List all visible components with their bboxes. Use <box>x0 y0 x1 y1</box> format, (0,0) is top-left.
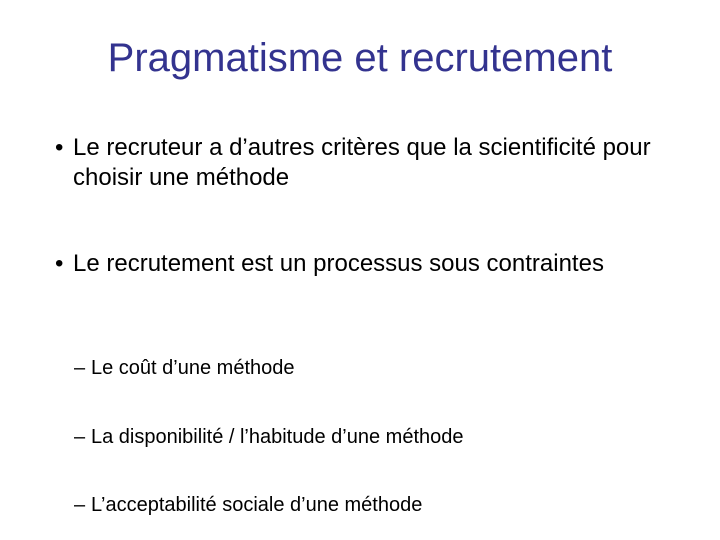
bullet-dot: • <box>55 250 64 277</box>
sub-bullet-text: Le coût d’une méthode <box>91 357 295 379</box>
bullet-text: Le recrutement est un processus sous contraintes <box>73 250 604 277</box>
sub-bullet-dash: – <box>74 494 86 516</box>
bullet-item <box>55 249 655 279</box>
sub-bullet-item <box>74 492 634 518</box>
sub-bullet-dash: – <box>74 426 86 448</box>
sub-bullet-item <box>74 355 634 381</box>
bullet-dot: • <box>55 134 64 161</box>
sub-bullet-text: La disponibilité / l’habitude d’une méthode <box>91 426 464 448</box>
bullet-text: Le recruteur a d’autres critères que la scientificité pour choisir une méthode <box>73 134 651 191</box>
slide-title: Pragmatisme et recrutement <box>107 36 613 80</box>
sub-bullet-item <box>74 424 634 450</box>
sub-bullet-dash: – <box>74 357 86 379</box>
sub-bullet-text: L’acceptabilité sociale d’une méthode <box>91 494 423 516</box>
bullet-item <box>55 133 655 193</box>
